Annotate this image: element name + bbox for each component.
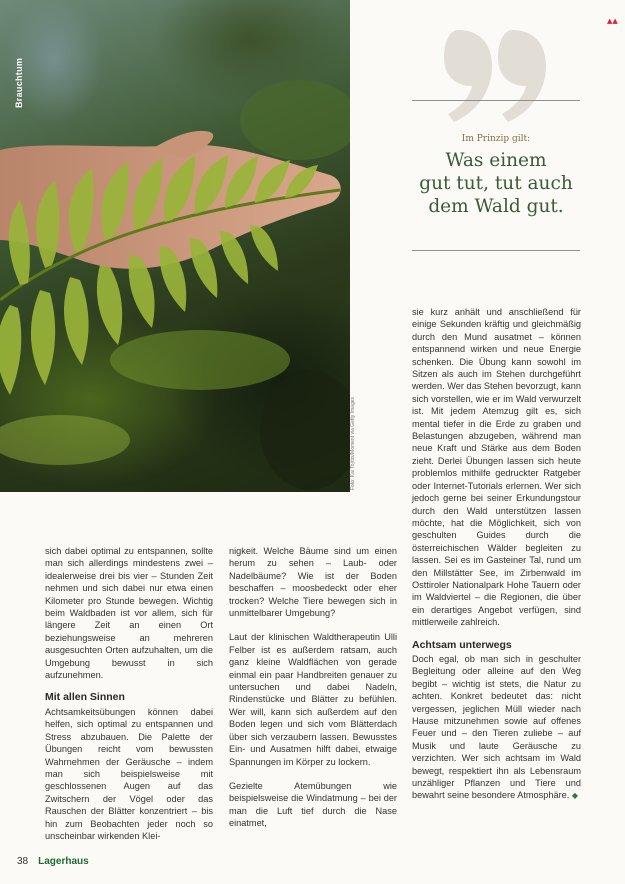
fern-hand-illustration — [0, 0, 350, 492]
body-paragraph: sich dabei optimal zu entspannen, sollte man sich allerdings mindestens zwei – idealerweise drei bis vier – Stunden Zeit nehmen und sich dabei nur etwa einen Kilometer pro Stunde bewegen. Wichtig beim Waldbaden ist vor allem, sich für längere Zeit an einen Ort beziehungsweise an mehreren ausgesuchten Orten aufzuhalten, um die Umgebung bewusst in sich aufzunehmen. — [45, 546, 213, 681]
body-paragraph: Laut der klinischen Waldtherapeutin Ulli Felber ist es außerdem ratsam, auch ganz kleine Waldflächen von gerade einmal ein paar Handbreiten genauer zu untersuchen und dabei Nadeln, Rindenstücke und Blätter zu befühlen. Wer will, kann sich außerdem auf den Boden legen und sich vom Blätterdach über sich verzaubern lassen. Bewusstes Ein- und Ausatmen hilft dabei, etwaige Spannungen im Körper zu lockern. — [229, 632, 397, 767]
subheading-achtsam-unterwegs: Achtsam unterwegs — [412, 638, 512, 651]
brand-logo: Lagerhaus — [38, 855, 89, 867]
quotation-mark-icon — [440, 30, 550, 130]
page-number: 38 — [17, 855, 29, 867]
hero-photo-fern-hand — [0, 0, 350, 492]
section-label: Brauchtum — [14, 57, 24, 108]
body-paragraph — [412, 653, 581, 803]
body-paragraph: sie kurz anhält und anschließend für einige Sekunden kräftig und gleichmäßig durch den Mund ausatmet – können entspannend wirken und neue Energie schenken. Die Übung kann sowohl im Sitzen als auch im Stehen durchgeführt werden. Wer das Stehen bevorzugt, kann sich vorstellen, wie er im Wald verwurzelt ist. Mit jedem Atemzug gilt es, sich mental tiefer in die Erde zu graben und Belastungen abzugeben, während man neue Kraft und Stärke aus dem Boden zieht. Derlei Übungen lassen sich heute problemlos mithilfe gedruckter Ratgeber oder Internet-Tutorials erlernen. Wer sich jedoch gerne bei seiner Erkundungstour durch den Wald unterstützen lassen möchte, hat die Möglichkeit, sich von geschulten Guides durch die österreichischen Wälder begleiten zu lassen. Sei es im Gasteiner Tal, rund um den Millstätter See, im Zirbenwald im Osttiroler Nationalpark Hohe Tauern oder im Waldviertel – die Regionen, die über ein derartiges Angebot verfügen, sind mittlerweile zahlreich. — [412, 307, 581, 628]
page-footer — [17, 854, 89, 868]
column-2 — [229, 545, 397, 830]
body-paragraph: nigkeit. Welche Bäume sind um einen herum zu sehen – Laub- oder Nadelbäume? Wie ist der Boden beschaffen – moosbedeckt oder eher trocken? Welche Tiere bewegen sich in unmittelbarer Umgebung? — [229, 546, 397, 619]
column-1 — [45, 545, 213, 842]
end-mark-icon: ◆ — [571, 791, 579, 801]
corner-mark: ▲▲ — [607, 17, 618, 25]
quote-kicker: Im Prinzip gilt: — [461, 134, 531, 144]
pull-quote-line: gut tut, tut auch — [419, 173, 573, 194]
quote-top-rule — [412, 100, 580, 101]
photo-credit: Foto: Kai Tojrbs/Moment via Getty Images — [350, 396, 356, 490]
body-paragraph: Gezielte Atemübungen wie beispielsweise die Windatmung – bei der man die Luft tief durch die Nase einatmet, — [229, 780, 397, 829]
pull-quote-line: Was einem — [445, 150, 547, 171]
column-3 — [412, 306, 581, 803]
quote-bottom-rule — [412, 250, 580, 251]
pull-quote — [404, 149, 588, 218]
pull-quote-line: dem Wald gut. — [428, 196, 564, 217]
subheading-mit-allen-sinnen: Mit allen Sinnen — [45, 691, 125, 704]
body-paragraph: Achtsamkeitsübungen können dabei helfen, sich optimal zu entspannen und Stress abzubauen. Die Palette der Übungen reicht vom bewussten Wahrnehmen der Geräusche – indem man sich beispielsweise mit geschlossenen Augen auf das Zwitschern der Vögel oder das Rauschen der Blätter konzentriert – bis hin zum Beobachten jeder noch so unscheinbar wirkenden Klei- — [45, 706, 213, 841]
body-text: Doch egal, ob man sich in geschulter Begleitung oder alleine auf den Weg begibt – wichtig ist stets, die Natur zu achten. Konkret bedeutet das: nicht vergessen, jeglichen Müll wieder nach Hause mitzunehmen sowie auf offenes Feuer und – den Tieren zuliebe – auf Musik und laute Geräusche zu verzichten. Wer sich achtsam im Wald bewegt, respektiert ihn als Lebensraum unzähliger Pflanzen und Tiere und bewahrt seine besondere Atmosphäre. — [412, 653, 581, 801]
